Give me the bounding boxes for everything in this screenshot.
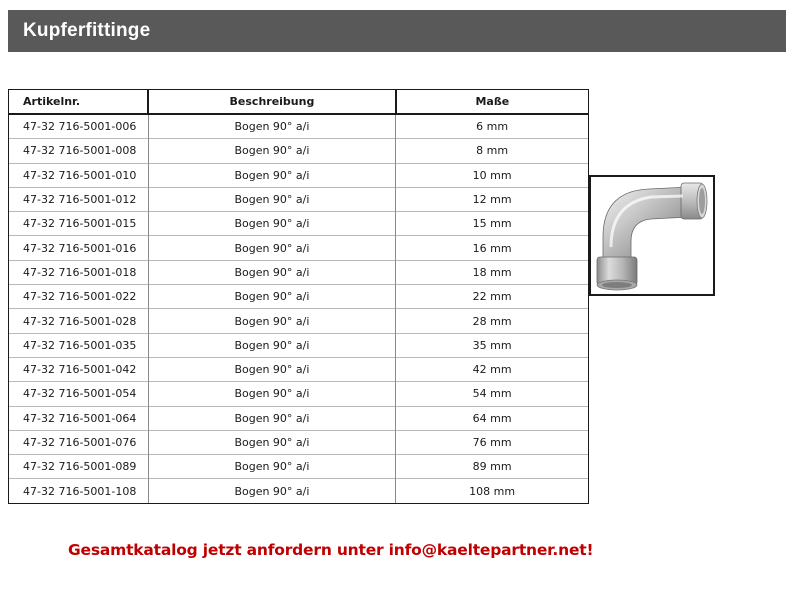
table-row — [9, 236, 588, 260]
table-row — [9, 479, 588, 503]
cell-artikelnr: 47-32 716-5001-008 — [9, 139, 148, 163]
table-row — [9, 285, 588, 309]
table-row — [9, 139, 588, 163]
table-row — [9, 212, 588, 236]
table-row — [9, 163, 588, 187]
cell-masse: 64 mm — [396, 406, 588, 430]
cell-beschreibung: Bogen 90° a/i — [148, 382, 395, 406]
cell-beschreibung: Bogen 90° a/i — [148, 357, 395, 381]
cell-beschreibung: Bogen 90° a/i — [148, 187, 395, 211]
cell-artikelnr: 47-32 716-5001-076 — [9, 430, 148, 454]
cell-artikelnr: 47-32 716-5001-108 — [9, 479, 148, 503]
cell-artikelnr: 47-32 716-5001-015 — [9, 212, 148, 236]
header-bar — [8, 10, 786, 52]
cell-masse: 6 mm — [476, 120, 509, 134]
cell-beschreibung: Bogen 90° a/i — [148, 236, 395, 260]
cell-masse: 108 mm — [396, 479, 588, 503]
cell-artikelnr: 47-32 716-5001-018 — [9, 260, 148, 284]
table-row — [9, 406, 588, 430]
cell-artikelnr: 47-32 716-5001-035 — [9, 333, 148, 357]
cell-masse: 89 mm — [396, 455, 588, 479]
table-row — [9, 382, 588, 406]
cell-artikelnr: 47-32 716-5001-089 — [9, 455, 148, 479]
page-title: Kupferfittinge — [23, 20, 151, 41]
cell-artikelnr: 47-32 716-5001-016 — [9, 236, 148, 260]
cell-artikelnr: 47-32 716-5001-042 — [9, 357, 148, 381]
table-body — [9, 114, 588, 503]
catalog-request-note: Gesamtkatalog jetzt anfordern unter info@kaeltepartner.net! — [68, 541, 594, 559]
table-row — [9, 455, 588, 479]
cell-masse: 12 mm — [396, 187, 588, 211]
table-row — [9, 357, 588, 381]
cell-masse: 28 mm — [396, 309, 588, 333]
cell-artikelnr: 47-32 716-5001-022 — [9, 285, 148, 309]
cell-masse: 18 mm — [396, 260, 588, 284]
table-header-row — [9, 90, 588, 114]
cell-beschreibung: Bogen 90° a/i — [148, 309, 395, 333]
product-table-container — [8, 89, 589, 504]
cell-beschreibung: Bogen 90° a/i — [148, 406, 395, 430]
cell-artikelnr: 47-32 716-5001-010 — [9, 163, 148, 187]
table-row — [9, 333, 588, 357]
cell-artikelnr: 47-32 716-5001-012 — [9, 187, 148, 211]
cell-masse: 54 mm — [396, 382, 588, 406]
cell-beschreibung: Bogen 90° a/i — [148, 333, 395, 357]
cell-artikelnr: 47-32 716-5001-054 — [9, 382, 148, 406]
column-header-beschreibung: Beschreibung — [148, 90, 395, 114]
cell-beschreibung: Bogen 90° a/i — [148, 114, 395, 139]
product-table — [9, 90, 588, 503]
table-row — [9, 309, 588, 333]
table-row — [9, 114, 588, 139]
cell-beschreibung: Bogen 90° a/i — [148, 455, 395, 479]
table-row — [9, 430, 588, 454]
cell-masse: 10 mm — [396, 163, 588, 187]
cell-beschreibung: Bogen 90° a/i — [148, 285, 395, 309]
cell-artikelnr: 47-32 716-5001-006 — [9, 114, 148, 139]
cell-masse: 15 mm — [396, 212, 588, 236]
cell-masse: 35 mm — [396, 333, 588, 357]
cell-masse: 22 mm — [396, 285, 588, 309]
cell-beschreibung: Bogen 90° a/i — [148, 212, 395, 236]
column-header-masse: Maße — [396, 90, 588, 114]
cell-masse: 16 mm — [396, 236, 588, 260]
column-header-artikelnr: Artikelnr. — [9, 90, 148, 114]
product-image-frame — [589, 175, 715, 296]
cell-artikelnr: 47-32 716-5001-064 — [9, 406, 148, 430]
cell-masse: 76 mm — [396, 430, 588, 454]
cell-masse: 42 mm — [396, 357, 588, 381]
cell-artikelnr: 47-32 716-5001-028 — [9, 309, 148, 333]
cell-beschreibung: Bogen 90° a/i — [148, 479, 395, 503]
copper-elbow-90-icon — [591, 177, 713, 294]
cell-beschreibung: Bogen 90° a/i — [148, 163, 395, 187]
table-row — [9, 187, 588, 211]
cell-masse: 8 mm — [396, 139, 588, 163]
cell-beschreibung: Bogen 90° a/i — [148, 139, 395, 163]
cell-beschreibung: Bogen 90° a/i — [148, 260, 395, 284]
cell-beschreibung: Bogen 90° a/i — [148, 430, 395, 454]
table-row — [9, 260, 588, 284]
